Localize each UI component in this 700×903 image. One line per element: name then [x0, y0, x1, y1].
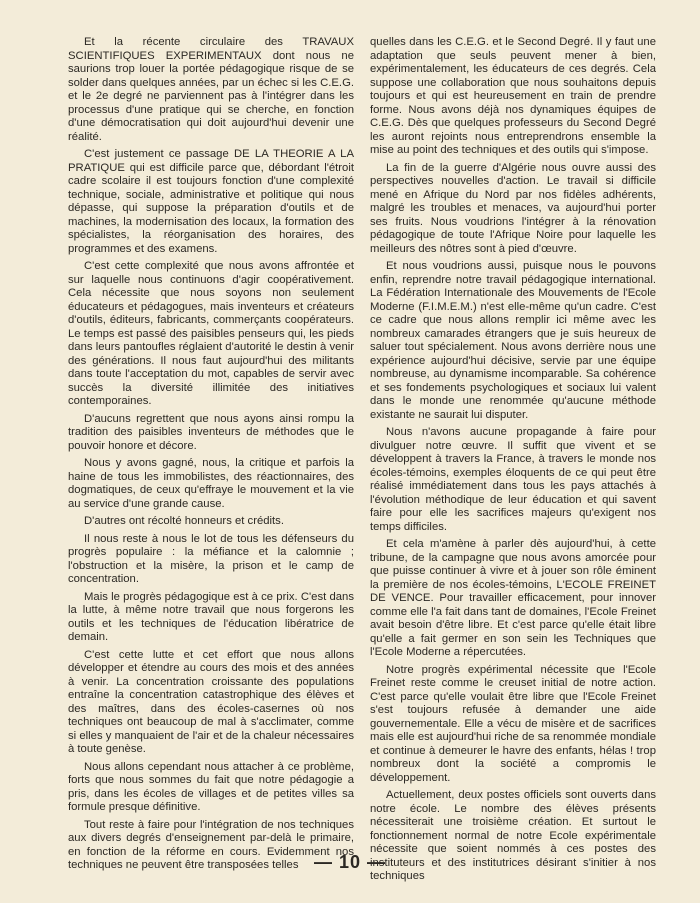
paragraph: Notre progrès expérimental nécessite que l'Ecole Freinet reste comme le creuset initial de notre action. C'est parce qu'elle voulait être libre que l'Ecole Freinet s'est toujours refusée à demander une aide gouvernementale. Elle a vécu de misère et de sacrifices mais elle est aujourd'hui riche de sa renommée mondiale et continue à demeurer le havre des enfants, hélas ! trop nombreux dont la société a compromis le développement. [370, 663, 656, 784]
paragraph: Et cela m'amène à parler dès aujourd'hui, à cette tribune, de la campagne que nous avons amorcée pour que puisse continuer à vivre et à jouer son rôle éminent la première de nos écoles-témoins, L'ECOLE FREINET DE VENCE. Pour travailler efficacement, pour innover comme elle l'a fait dans tant de domaines, l'Ecole Freinet avait besoin d'être libre. Et c'est parce qu'elle était libre qu'elle a fait germer en son sein les Techniques que l'Ecole Moderne a répercutées. [370, 538, 656, 658]
paragraph: Mais le progrès pédagogique est à ce prix. C'est dans la lutte, à même notre travail que nous forgerons les outils et les techniques de l'éducation libératrice de demain. [68, 590, 354, 643]
paragraph: La fin de la guerre d'Algérie nous ouvre aussi des perspectives nouvelles d'action. Le travail si difficile mené en Afrique du Nord par nos fidèles adhérents, malgré les troubles et menaces, va aujourd'hui porter ses fruits. Nous voudrions l'intégrer à la rénovation pédagogique de toute l'Afrique Noire pour laquelle les meilleurs des nôtres sont à pied d'œuvre. [370, 161, 656, 255]
paragraph: Nous n'avons aucune propagande à faire pour divulguer notre œuvre. Il suffit que vivent et se développent à travers la France, à travers le monde nos écoles-témoins, exemples éloquents de ce qui peut être réalisé immédiatement dans tous les pays attachés à l'évolution méthodique de leur éducation et qui savent faire pour elle les sacrifices majeurs qu'exigent nos temps difficiles. [370, 426, 656, 533]
paragraph: Il nous reste à nous le lot de tous les défenseurs du progrès populaire : la méfiance et la calomnie ; l'obstruction et la misère, la prison et le camp de concentration. [68, 532, 354, 585]
paragraph: C'est cette lutte et cet effort que nous allons développer et étendre au cours des mois et des années à venir. La concentration croissante des populations entraîne la concentration catastrophique des élèves et des maîtres, dans des écoles-casernes où nos techniques ont beaucoup de mal à s'acclimater, comme si elles y manquaient de l'air et de la chaleur nécessaires à toute genèse. [68, 648, 354, 755]
paragraph: Nous y avons gagné, nous, la critique et parfois la haine de tous les immobilistes, des réactionnaires, des dogmatiques, de ceux qu'effraye le mouvement et la vie au service d'une grande cause. [68, 457, 354, 510]
paragraph: Et la récente circulaire des TRAVAUX SCIENTIFIQUES EXPERIMENTAUX dont nous ne saurions trop louer la portée pédagogique risque de se solder dans quelques années, par un échec si les C.E.G. et le 2e degré ne parviennent pas à l'intégrer dans les processus d'une pratique qui se cherche, en fonction d'une démocratisation qui doit aujourd'hui devenir une réalité. [68, 36, 354, 143]
paragraph-continuation: quelles dans les C.E.G. et le Second Degré. Il y faut une adaptation que seuls peuvent mener à bien, expérimentalement, les éducateurs de ces degrés. Cela suppose une collaboration que nous souhaitons depuis toujours et qui est heureusement en train de prendre forme. Nous avons déjà nos dynamiques équipes de C.E.G. Dès que quelques professeurs du Second Degré les auront rejoints nous entreprendrons ensemble la mise au point des techniques et des outils qui s'impose. [370, 36, 656, 156]
paragraph: Actuellement, deux postes officiels sont ouverts dans notre école. Le nombre des élèves présents nécessiterait une troisième création. Et surtout le fonctionnement normal de notre Ecole expérimentale nécessite que soient nommés à ces postes des instituteurs et des institutrices désirant s'initier à nos techniques [370, 789, 656, 882]
right-column [370, 36, 656, 888]
text-columns [68, 36, 656, 888]
paragraph: C'est justement ce passage DE LA THEORIE A LA PRATIQUE qui est difficile parce que, débordant l'étroit cadre scolaire il est toujours fonction d'une complexité technique, sociale, administrative et politique qui nous dépasse, qui suppose la préparation d'outils et de machines, la modernisation des locaux, la formation des spécialistes, la réorganisation des horaires, des programmes et des examens. [68, 148, 354, 255]
paragraph: C'est cette complexité que nous avons affrontée et sur laquelle nous continuons d'agir coopérativement. Cela nécessite que nous soyons non seulement éducateurs et pédagogues, mais inventeurs et créateurs d'outils, éditeurs, fabricants, commerçants coopérateurs. Le temps est passé des paisibles penseurs qui, les pieds dans leurs pantoufles réglaient d'autorité le destin à venir des générations. Il nous faut aujourd'hui des militants dans toute l'acceptation du mot, capables de servir avec succès la diversité illimitée des initiatives contemporaines. [68, 260, 354, 407]
left-column [68, 36, 354, 888]
paragraph: D'autres ont récolté honneurs et crédits. [84, 515, 284, 527]
page-number: — 10 — [313, 852, 387, 872]
paragraph: Tout reste à faire pour l'intégration de nos techniques aux divers degrés d'enseignement par-delà le primaire, en fonction de la réforme en cours. Evidemment nos techniques ne peuvent être transposées telles [68, 818, 354, 871]
paragraph: D'aucuns regrettent que nous ayons ainsi rompu la tradition des paisibles inventeurs de méthodes que le pouvoir honore et décore. [68, 412, 354, 452]
paragraph: Et nous voudrions aussi, puisque nous le pouvons enfin, reprendre notre travail pédagogique international. La Fédération Internationale des Mouvements de l'Ecole Moderne (F.I.M.E.M.) n'est elle-même qu'un cadre. C'est ce cadre que nous allons remplir ici même avec les nombreux camarades étrangers que je suis heureux de saluer tout spécialement. Nous avons derrière nous une expérience aujourd'hui décisive, servie par une équipe nombreuse, au dynamisme incomparable. Sa cohérence et ses fondements psychologiques et sociaux lui valent dans le monde une renommée qu'aucune méthode existante ne saurait lui disputer. [370, 260, 656, 421]
paragraph: Nous allons cependant nous attacher à ce problème, forts que nous sommes du fait que notre pédagogie a pris, dans les écoles de villages et de petites villes sa formule presque définitive. [68, 760, 354, 813]
